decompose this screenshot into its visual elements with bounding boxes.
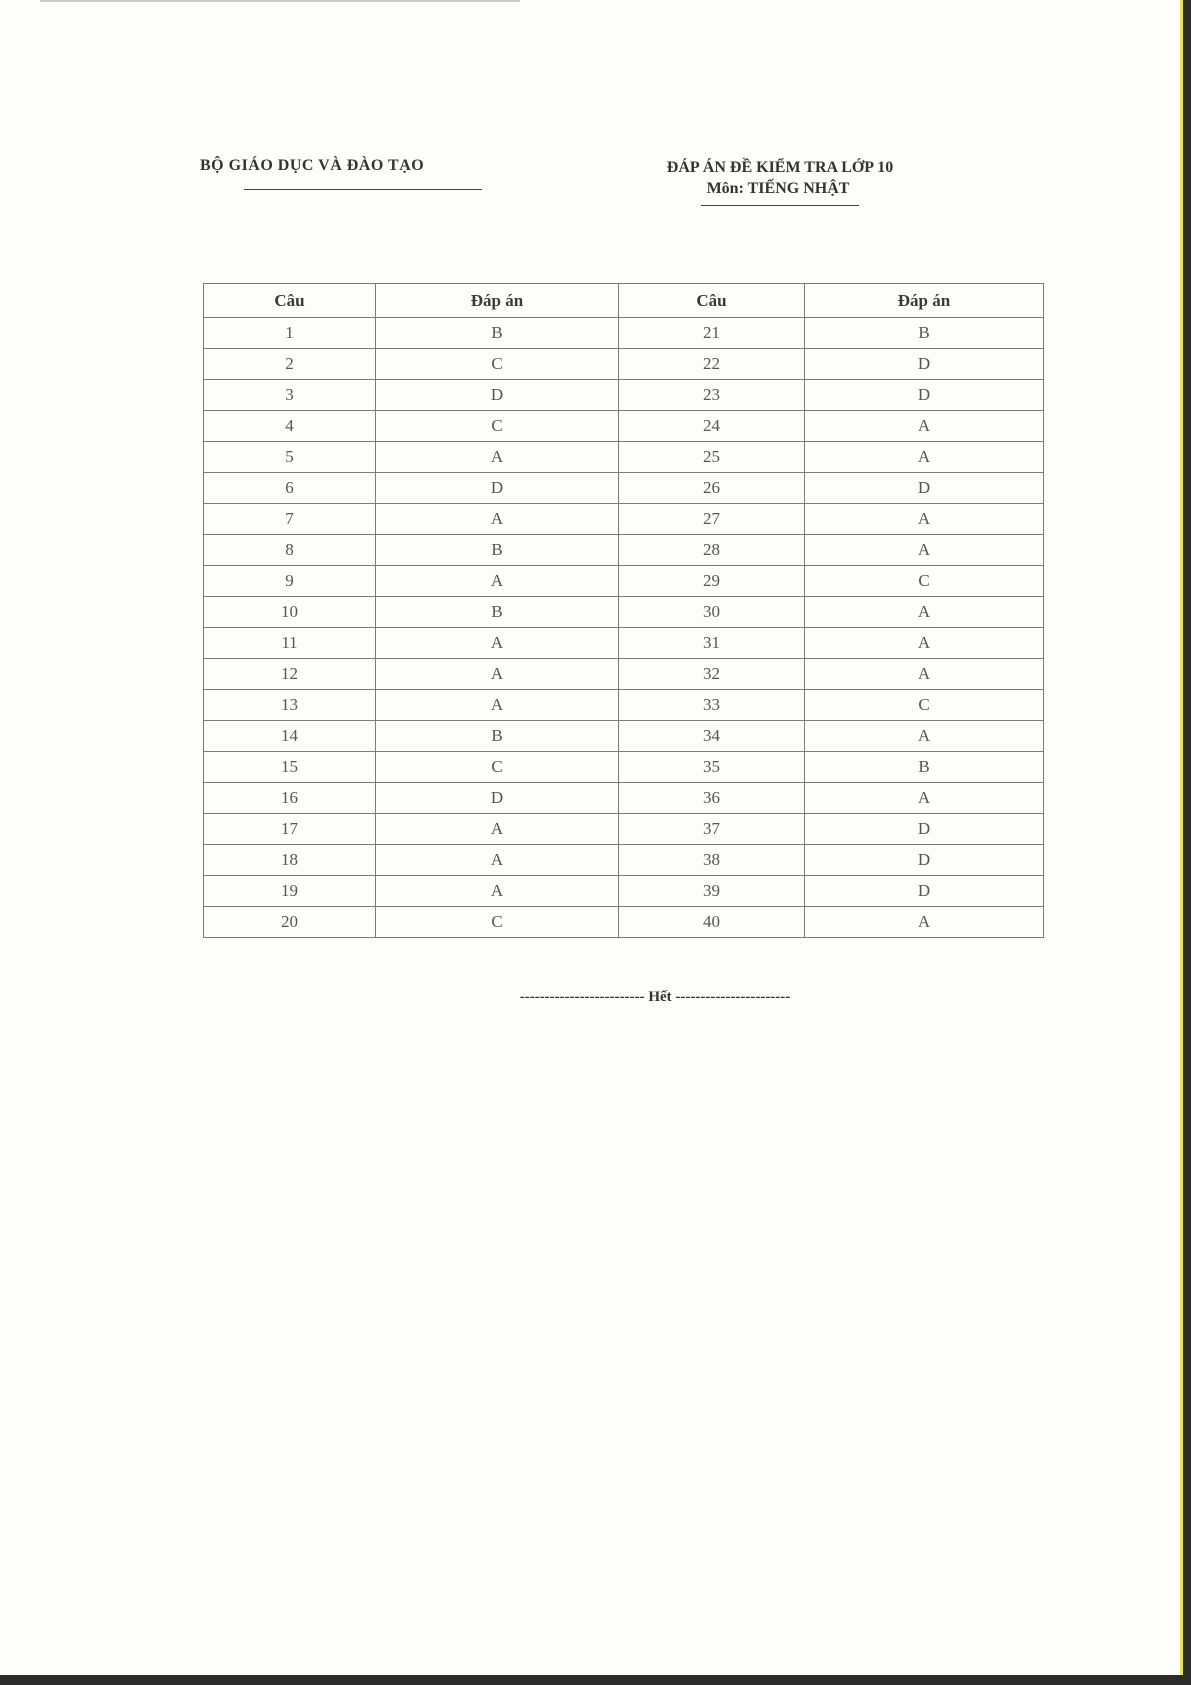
answer-cell: B	[805, 752, 1044, 783]
answer-cell: D	[805, 814, 1044, 845]
question-number-cell: 39	[619, 876, 805, 907]
answer-cell: D	[805, 876, 1044, 907]
question-number-cell: 32	[619, 659, 805, 690]
question-number-cell: 20	[204, 907, 376, 938]
question-number-cell: 28	[619, 535, 805, 566]
answer-cell: D	[376, 783, 619, 814]
table-row	[204, 380, 1044, 411]
answer-cell: A	[376, 628, 619, 659]
table-row	[204, 783, 1044, 814]
question-number-cell: 18	[204, 845, 376, 876]
question-number-cell: 33	[619, 690, 805, 721]
answer-cell: C	[376, 752, 619, 783]
answer-cell: A	[805, 907, 1044, 938]
question-number-cell: 34	[619, 721, 805, 752]
question-number-cell: 12	[204, 659, 376, 690]
question-number-cell: 1	[204, 318, 376, 349]
answer-cell: D	[805, 349, 1044, 380]
answer-key-table	[203, 283, 1044, 938]
column-header-answer: Đáp án	[376, 284, 619, 318]
question-number-cell: 21	[619, 318, 805, 349]
column-header-answer: Đáp án	[805, 284, 1044, 318]
question-number-cell: 36	[619, 783, 805, 814]
question-number-cell: 30	[619, 597, 805, 628]
answer-cell: A	[805, 628, 1044, 659]
table-row	[204, 473, 1044, 504]
answer-cell: A	[376, 442, 619, 473]
scan-edge-mark	[40, 0, 520, 2]
question-number-cell: 11	[204, 628, 376, 659]
ministry-underline	[244, 189, 482, 190]
answer-cell: A	[805, 721, 1044, 752]
end-marker: ------------------------- Hết -----------------------	[519, 989, 791, 1005]
question-number-cell: 13	[204, 690, 376, 721]
answer-cell: B	[376, 535, 619, 566]
table-row	[204, 442, 1044, 473]
question-number-cell: 25	[619, 442, 805, 473]
question-number-cell: 27	[619, 504, 805, 535]
question-number-cell: 24	[619, 411, 805, 442]
question-number-cell: 2	[204, 349, 376, 380]
exam-heading	[600, 157, 960, 206]
answer-cell: A	[376, 504, 619, 535]
answer-cell: C	[805, 566, 1044, 597]
question-number-cell: 31	[619, 628, 805, 659]
question-number-cell: 6	[204, 473, 376, 504]
question-number-cell: 10	[204, 597, 376, 628]
table-row	[204, 628, 1044, 659]
column-header-question: Câu	[204, 284, 376, 318]
table-row	[204, 907, 1044, 938]
question-number-cell: 5	[204, 442, 376, 473]
answer-cell: C	[376, 349, 619, 380]
answer-cell: D	[376, 473, 619, 504]
question-number-cell: 7	[204, 504, 376, 535]
answer-cell: B	[376, 597, 619, 628]
table-row	[204, 659, 1044, 690]
question-number-cell: 38	[619, 845, 805, 876]
question-number-cell: 19	[204, 876, 376, 907]
answer-cell: D	[805, 473, 1044, 504]
answer-cell: A	[805, 535, 1044, 566]
table-row	[204, 597, 1044, 628]
answer-cell: A	[805, 442, 1044, 473]
table-row	[204, 411, 1044, 442]
question-number-cell: 29	[619, 566, 805, 597]
table-row	[204, 752, 1044, 783]
answer-cell: C	[376, 907, 619, 938]
question-number-cell: 22	[619, 349, 805, 380]
answer-cell: A	[805, 597, 1044, 628]
exam-title: ĐÁP ÁN ĐỀ KIỂM TRA LỚP 10	[666, 159, 894, 176]
answer-cell: D	[805, 380, 1044, 411]
question-number-cell: 23	[619, 380, 805, 411]
table-row	[204, 845, 1044, 876]
answer-cell: A	[376, 566, 619, 597]
column-header-question: Câu	[619, 284, 805, 318]
answer-cell: A	[376, 659, 619, 690]
table-row	[204, 535, 1044, 566]
answer-cell: D	[805, 845, 1044, 876]
question-number-cell: 15	[204, 752, 376, 783]
table-row	[204, 318, 1044, 349]
question-number-cell: 8	[204, 535, 376, 566]
answer-cell: C	[376, 411, 619, 442]
answer-cell: B	[376, 318, 619, 349]
answer-cell: B	[805, 318, 1044, 349]
question-number-cell: 26	[619, 473, 805, 504]
table-row	[204, 504, 1044, 535]
question-number-cell: 3	[204, 380, 376, 411]
question-number-cell: 17	[204, 814, 376, 845]
question-number-cell: 35	[619, 752, 805, 783]
table-row	[204, 876, 1044, 907]
answer-cell: A	[376, 876, 619, 907]
answer-cell: A	[376, 814, 619, 845]
table-row	[204, 814, 1044, 845]
answer-cell: A	[805, 504, 1044, 535]
answer-cell: D	[376, 380, 619, 411]
answer-cell: A	[805, 659, 1044, 690]
answer-cell: A	[376, 690, 619, 721]
ministry-heading: BỘ GIÁO DỤC VÀ ĐÀO TẠO	[200, 157, 425, 174]
question-number-cell: 16	[204, 783, 376, 814]
question-number-cell: 37	[619, 814, 805, 845]
answer-cell: A	[376, 845, 619, 876]
exam-subject: Môn: TIẾNG NHẬT	[701, 178, 860, 206]
table-row	[204, 349, 1044, 380]
answer-cell: C	[805, 690, 1044, 721]
question-number-cell: 14	[204, 721, 376, 752]
answer-cell: A	[805, 411, 1044, 442]
question-number-cell: 9	[204, 566, 376, 597]
question-number-cell: 40	[619, 907, 805, 938]
table-header-row	[204, 284, 1044, 318]
answer-rows	[204, 318, 1044, 938]
answer-cell: B	[376, 721, 619, 752]
question-number-cell: 4	[204, 411, 376, 442]
table-row	[204, 690, 1044, 721]
table-row	[204, 721, 1044, 752]
answer-cell: A	[805, 783, 1044, 814]
table-row	[204, 566, 1044, 597]
